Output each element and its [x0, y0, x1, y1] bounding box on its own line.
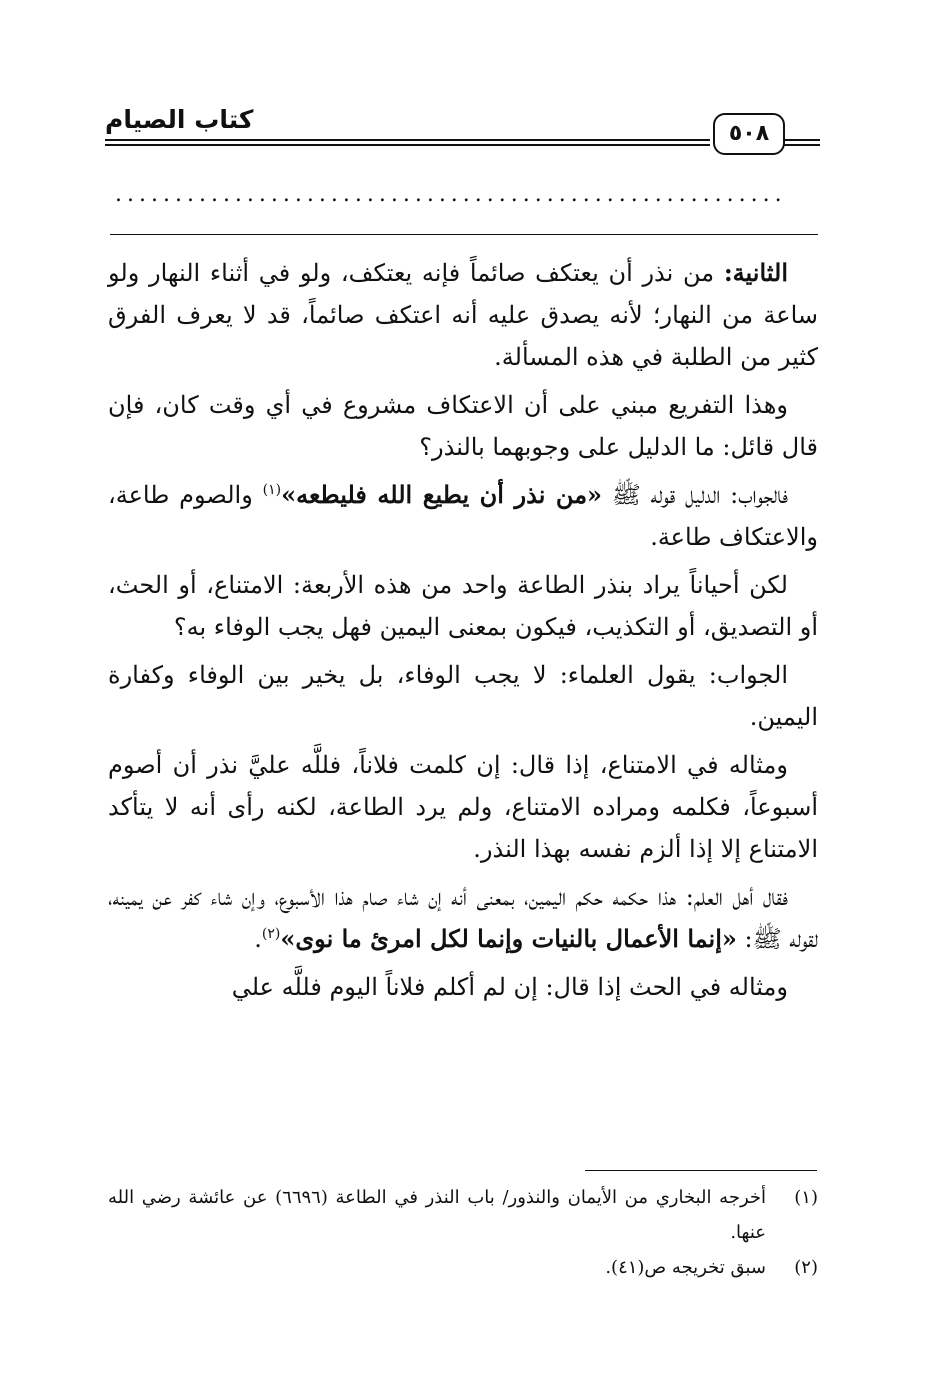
footnote-ref[interactable]: (٢) [261, 926, 281, 942]
page-number: ٥٠٨ [713, 113, 785, 155]
header-rule [782, 139, 820, 141]
paragraph: وهذا التفريع مبني على أن الاعتكاف مشروع في أي وقت كان، فإن قال قائل: ما الدليل على وجوبهما بالنذر؟ [108, 391, 818, 461]
paragraph: ومثاله في الامتناع، إذا قال: إن كلمت فلاناً، فللَّه عليَّ نذر أن أصوم أسبوعاً، فكلمه ومراده الامتناع، ولم يرد الطاعة، لكنه رأى أنه لا يتأكد الامتناع إلا إذا ألزم نفسه بهذا النذر. [108, 751, 818, 863]
footnote [108, 1250, 818, 1285]
main-text [108, 252, 818, 1014]
paragraph: فقال أهل العلم: هذا حكمه حكم اليمين، بمعنى أنه إن شاء صام هذا الأسبوع، وإن شاء كفر عن يمينه، لقوله ﷺ: «إنما الأعمال بالنيات وإنما لكل امرئ ما نوى»$^{(٢)}$. [108, 883, 818, 953]
section-rule [110, 234, 818, 235]
paragraph: لكن أحياناً يراد بنذر الطاعة واحد من هذه الأربعة: الامتناع، أو الحث، أو التصديق، أو التكذيب، فيكون بمعنى اليمين فهل يجب الوفاء به؟ [108, 571, 818, 641]
footnote-number: (١) [794, 1187, 818, 1208]
paragraph: الثانية: من نذر أن يعتكف صائماً فإنه يعتكف، ولو في أثناء النهار ولو ساعة من النهار؛ لأنه يصدق عليه أنه اعتكف صائماً، قد لا يعرف الفرق كثير من الطلبة في هذه المسألة. [108, 258, 818, 371]
paragraph-lead: الثانية: [723, 258, 788, 287]
header-rule [105, 139, 710, 141]
footnote-rule [585, 1170, 817, 1171]
header-rule [782, 144, 820, 146]
footnote-text: أخرجه البخاري من الأيمان والنذور/ باب النذر في الطاعة (٦٦٩٦) عن عائشة رضي الله عنها. [108, 1187, 767, 1243]
paragraph: الجواب: يقول العلماء: لا يجب الوفاء، بل يخير بين الوفاء وكفارة اليمين. [108, 661, 818, 731]
book-title: كتاب الصيام [105, 105, 254, 134]
footnote-number: (٢) [794, 1257, 818, 1278]
footnotes [108, 1180, 818, 1285]
dotted-separator: ........................................................ [115, 182, 787, 207]
footnote-ref[interactable]: (١) [262, 482, 282, 498]
footnote [108, 1180, 818, 1250]
paragraph: فالجواب: الدليل قوله ﷺ «من نذر أن يطيع الله فليطعه»$^{(١)}$ والصوم طاعة، والاعتكاف طاعة. [108, 480, 818, 551]
footnote-text: سبق تخريجه ص(٤١). [605, 1257, 766, 1278]
hadith-quote: «إنما الأعمال بالنيات وإنما لكل امرئ ما نوى» [280, 924, 737, 953]
header-rule [105, 144, 710, 146]
paragraph: ومثاله في الحث إذا قال: إن لم أكلم فلاناً اليوم فللَّه علي [231, 973, 788, 1001]
page-header [105, 105, 820, 155]
hadith-quote: «من نذر أن يطيع الله فليطعه» [281, 480, 603, 509]
